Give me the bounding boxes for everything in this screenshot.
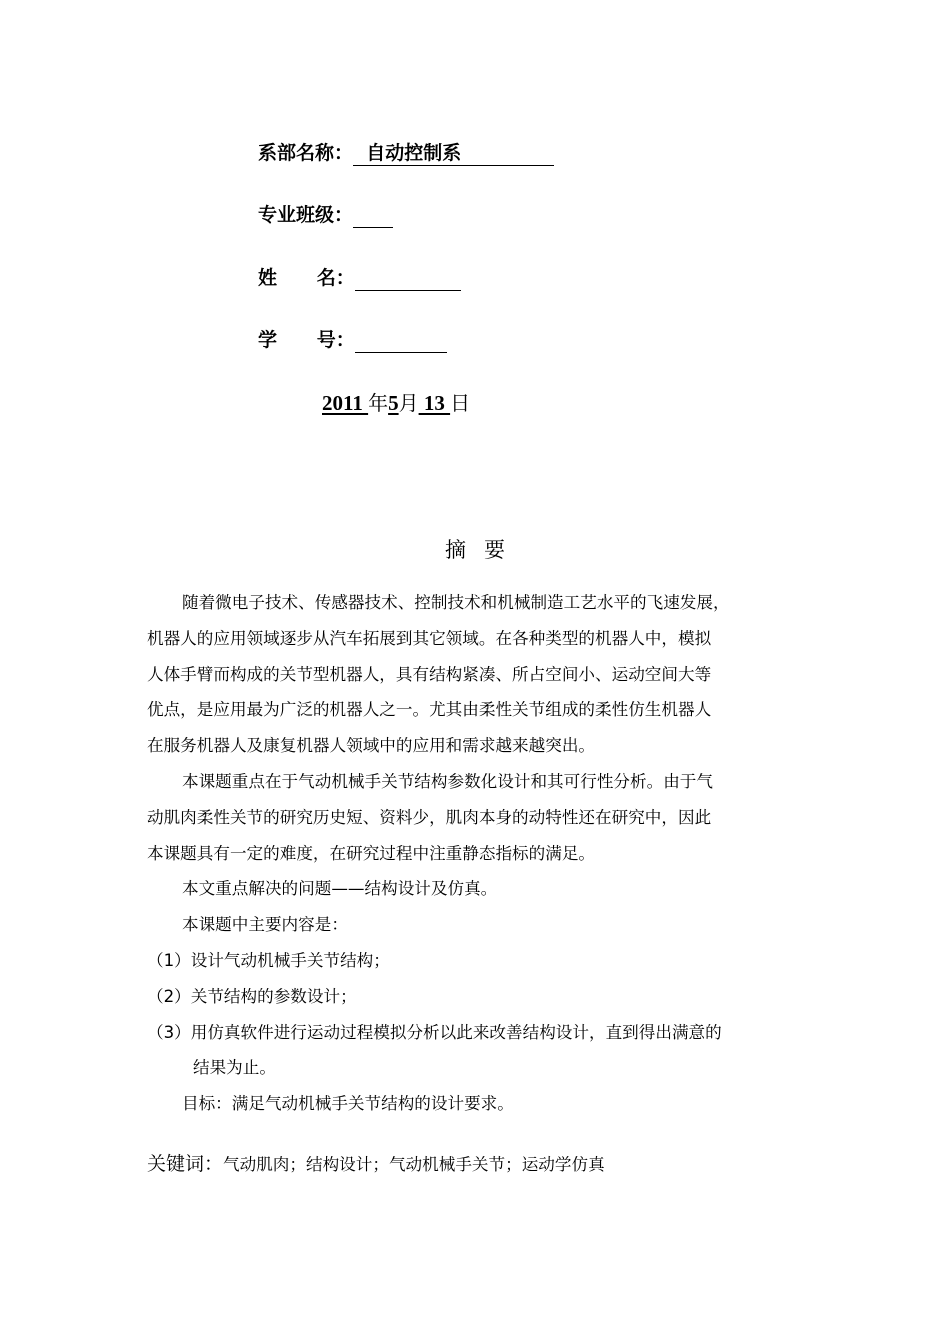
content-list-item: （2）关节结构的参数设计； — [147, 986, 357, 1006]
date-month-unit: 月 — [398, 391, 419, 415]
abstract-line: 机器人的应用领域逐步从汽车拓展到其它领域。在各种类型的机器人中，模拟 — [147, 628, 712, 648]
keywords-value: 气动肌肉；结构设计；气动机械手关节；运动学仿真 — [223, 1155, 605, 1174]
abstract-line: 动肌肉柔性关节的研究历史短、资料少，肌肉本身的动特性还在研究中，因此 — [147, 807, 712, 827]
abstract-line: 本课题具有一定的难度，在研究过程中注重静态指标的满足。 — [147, 843, 596, 863]
student-id-value — [355, 329, 448, 353]
student-name-label: 姓 名： — [258, 267, 355, 289]
department-label: 系部名称： — [258, 142, 354, 164]
abstract-line: 人体手臂而构成的关节型机器人，具有结构紧凑、所占空间小、运动空间大等 — [147, 664, 712, 684]
date-year-unit: 年 — [368, 391, 389, 415]
content-list-item-continuation: 结果为止。 — [193, 1058, 276, 1078]
submission-date — [322, 390, 470, 416]
content-list-item: （1）设计气动机械手关节结构； — [147, 950, 390, 970]
student-id-row — [258, 328, 447, 353]
keywords — [147, 1150, 605, 1179]
keywords-label: 关键词： — [147, 1153, 224, 1175]
department-value: 自动控制系 — [353, 142, 554, 164]
abstract-line: 本课题中主要内容是： — [182, 915, 348, 935]
date-year: 2011 — [322, 391, 369, 415]
date-month: 5 — [388, 391, 399, 415]
abstract-line: 目标：满足气动机械手关节结构的设计要求。 — [182, 1094, 514, 1114]
major-class-row — [258, 203, 393, 228]
department-row — [258, 141, 554, 166]
date-day: 13 — [418, 391, 451, 415]
abstract-line: 随着微电子技术、传感器技术、控制技术和机械制造工艺水平的飞速发展， — [182, 593, 730, 612]
abstract-line: 本文重点解决的问题——结构设计及仿真。 — [182, 879, 498, 899]
abstract-title: 摘要 — [445, 538, 523, 562]
major-class-value — [353, 204, 393, 228]
date-day-unit: 日 — [450, 391, 471, 415]
content-list-item: （3）用仿真软件进行运动过程模拟分析以此来改善结构设计，直到得出满意的 — [147, 1022, 722, 1042]
student-id-label: 学 号： — [258, 329, 355, 351]
student-name-row — [258, 266, 461, 291]
abstract-line: 本课题重点在于气动机械手关节结构参数化设计和其可行性分析。由于气 — [182, 771, 713, 791]
student-name-value — [355, 267, 461, 291]
abstract-line: 优点，是应用最为广泛的机器人之一。尤其由柔性关节组成的柔性仿生机器人 — [147, 700, 712, 720]
abstract-body — [147, 585, 813, 1122]
abstract-line: 在服务机器人及康复机器人领域中的应用和需求越来越突出。 — [147, 736, 596, 756]
major-class-label: 专业班级： — [258, 204, 354, 226]
